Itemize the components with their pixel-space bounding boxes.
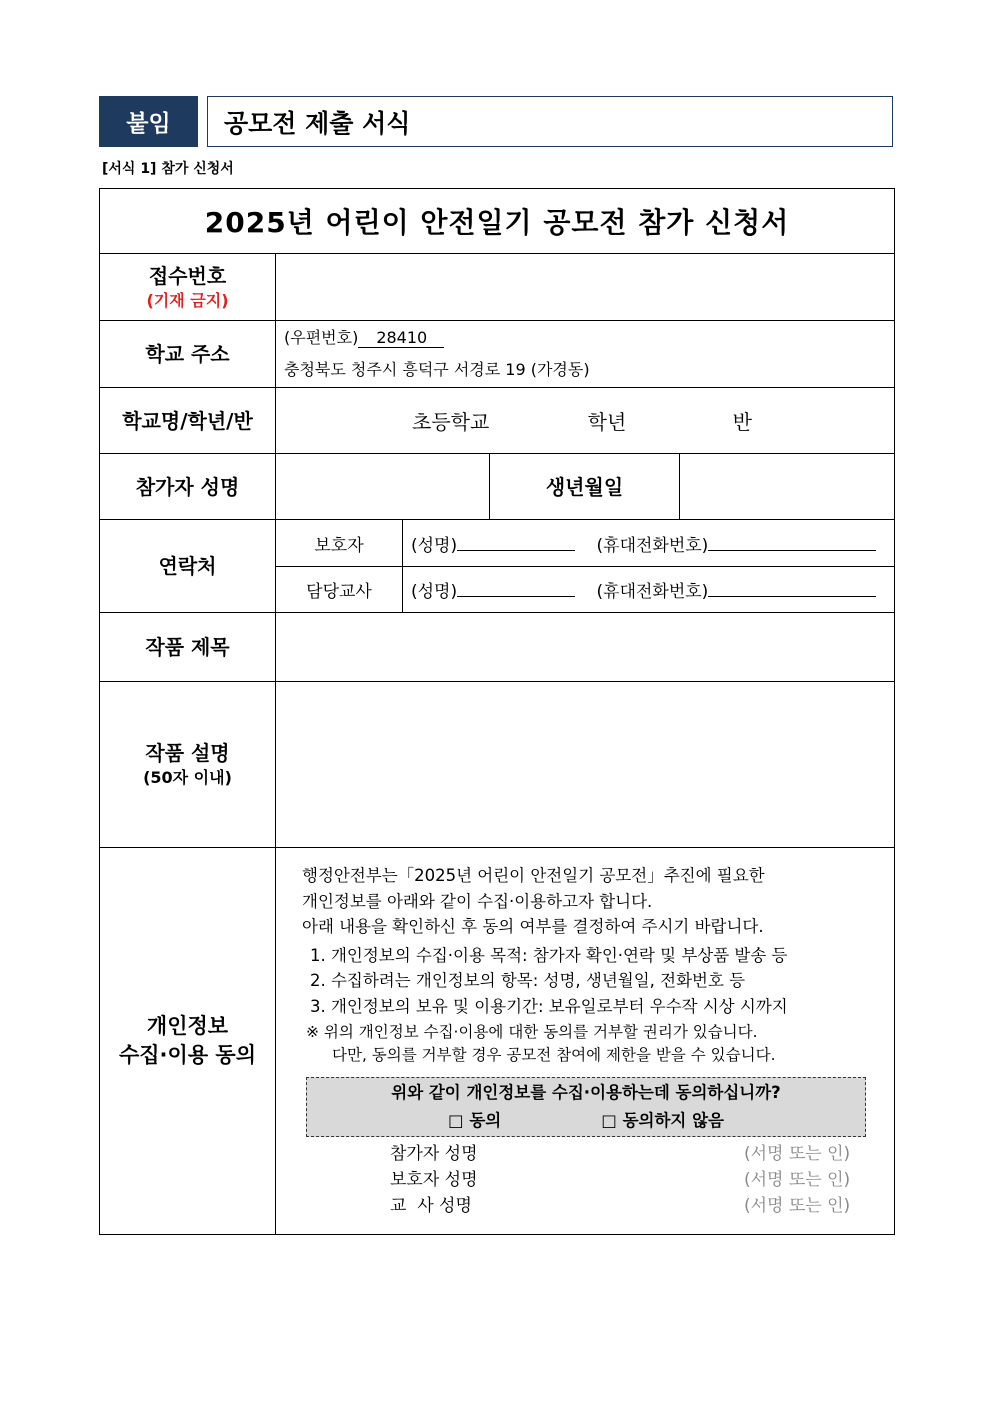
- consent-question: 위와 같이 개인정보를 수집·이용하는데 동의하십니까?: [391, 1083, 781, 1102]
- address-line: 충청북도 청주시 흥덕구 서경로 19 (가경동): [284, 360, 590, 379]
- guardian-name-blank[interactable]: [457, 537, 575, 551]
- teacher-contact-field[interactable]: [403, 567, 895, 613]
- birth-date-field[interactable]: [680, 454, 895, 520]
- work-description-text: 작품 설명: [145, 741, 230, 766]
- work-description-field[interactable]: [276, 682, 895, 848]
- signature-block: [302, 1141, 880, 1219]
- form-number-label: [서식 1] 참가 신청서: [102, 161, 234, 177]
- grade-suffix: 학년: [587, 410, 627, 434]
- school-address-label: 학교 주소: [100, 321, 276, 388]
- character-limit-note: (50자 이내): [143, 768, 232, 788]
- teacher-phone-blank[interactable]: [708, 583, 876, 597]
- receipt-number-label: [100, 254, 276, 321]
- guardian-label: 보호자: [276, 520, 403, 567]
- consent-item-fields: 2. 수집하려는 개인정보의 항목: 성명, 생년월일, 전화번호 등: [310, 971, 746, 990]
- teacher-label: 담당교사: [276, 567, 403, 613]
- sign-guardian-field[interactable]: (서명 또는 인): [744, 1170, 851, 1190]
- receipt-number-text: 접수번호: [148, 263, 227, 288]
- guardian-phone-prefix: (휴대전화번호): [596, 535, 709, 556]
- consent-intro-1: 행정안전부는「2025년 어린이 안전일기 공모전」추진에 필요한: [302, 866, 765, 885]
- consent-intro-3: 아래 내용을 확인하신 후 동의 여부를 결정하여 주시기 바랍니다.: [302, 917, 764, 936]
- privacy-label-line1: 개인정보: [146, 1013, 229, 1038]
- school-suffix: 초등학교: [412, 410, 490, 434]
- postal-prefix: (우편번호): [284, 328, 359, 347]
- page-title: 공모전 제출 서식: [207, 96, 893, 147]
- sign-teacher-label: 교 사 성명: [390, 1196, 472, 1216]
- guardian-name-prefix: (성명): [411, 535, 458, 556]
- teacher-name-blank[interactable]: [457, 583, 575, 597]
- disagree-checkbox[interactable]: □ 동의하지 않음: [601, 1111, 724, 1130]
- birth-date-label: 생년월일: [490, 454, 680, 520]
- school-address-field[interactable]: [276, 321, 895, 388]
- consent-note-right: ※ 위의 개인정보 수집·이용에 대한 동의를 거부할 권리가 있습니다.: [306, 1023, 758, 1041]
- attachment-badge: 붙임: [99, 96, 198, 147]
- privacy-consent-body: [276, 848, 895, 1235]
- consent-question-box: [306, 1077, 866, 1137]
- postal-code: 28410: [358, 329, 444, 348]
- do-not-fill-note: (기재 금지): [146, 290, 229, 310]
- receipt-number-field: [276, 254, 895, 321]
- sign-participant-field[interactable]: (서명 또는 인): [744, 1144, 851, 1164]
- guardian-contact-field[interactable]: [403, 520, 895, 567]
- consent-note-limit: 다만, 동의를 거부할 경우 공모전 참여에 제한을 받을 수 있습니다.: [332, 1046, 776, 1064]
- consent-item-purpose: 1. 개인정보의 수집·이용 목적: 참가자 확인·연락 및 부상품 발송 등: [310, 945, 788, 965]
- participant-name-label: 참가자 성명: [100, 454, 276, 520]
- sign-teacher-field[interactable]: (서명 또는 인): [744, 1196, 851, 1216]
- application-form-table: [99, 188, 895, 1235]
- teacher-name-prefix: (성명): [411, 582, 458, 602]
- consent-item-period: 3. 개인정보의 보유 및 이용기간: 보유일로부터 우수작 시상 시까지: [310, 996, 788, 1016]
- participant-name-field[interactable]: [276, 454, 490, 520]
- contact-label: 연락처: [100, 520, 276, 613]
- work-description-label: [100, 682, 276, 848]
- sign-guardian-label: 보호자 성명: [390, 1170, 478, 1190]
- sign-participant-label: 참가자 성명: [390, 1144, 478, 1164]
- work-title-field[interactable]: [276, 613, 895, 682]
- guardian-phone-blank[interactable]: [708, 537, 876, 551]
- teacher-phone-prefix: (휴대전화번호): [596, 582, 709, 602]
- class-suffix: 반: [732, 410, 752, 434]
- privacy-label-line2: 수집·이용 동의: [118, 1043, 256, 1067]
- document-title: 2025년 어린이 안전일기 공모전 참가 신청서: [100, 189, 895, 254]
- agree-checkbox[interactable]: □ 동의: [448, 1111, 502, 1130]
- work-title-label: 작품 제목: [100, 613, 276, 682]
- consent-intro-2: 개인정보를 아래와 같이 수집·이용하고자 합니다.: [302, 891, 653, 911]
- school-grade-class-field[interactable]: [276, 388, 895, 454]
- privacy-consent-label: [100, 848, 276, 1235]
- school-grade-class-label: 학교명/학년/반: [100, 388, 276, 454]
